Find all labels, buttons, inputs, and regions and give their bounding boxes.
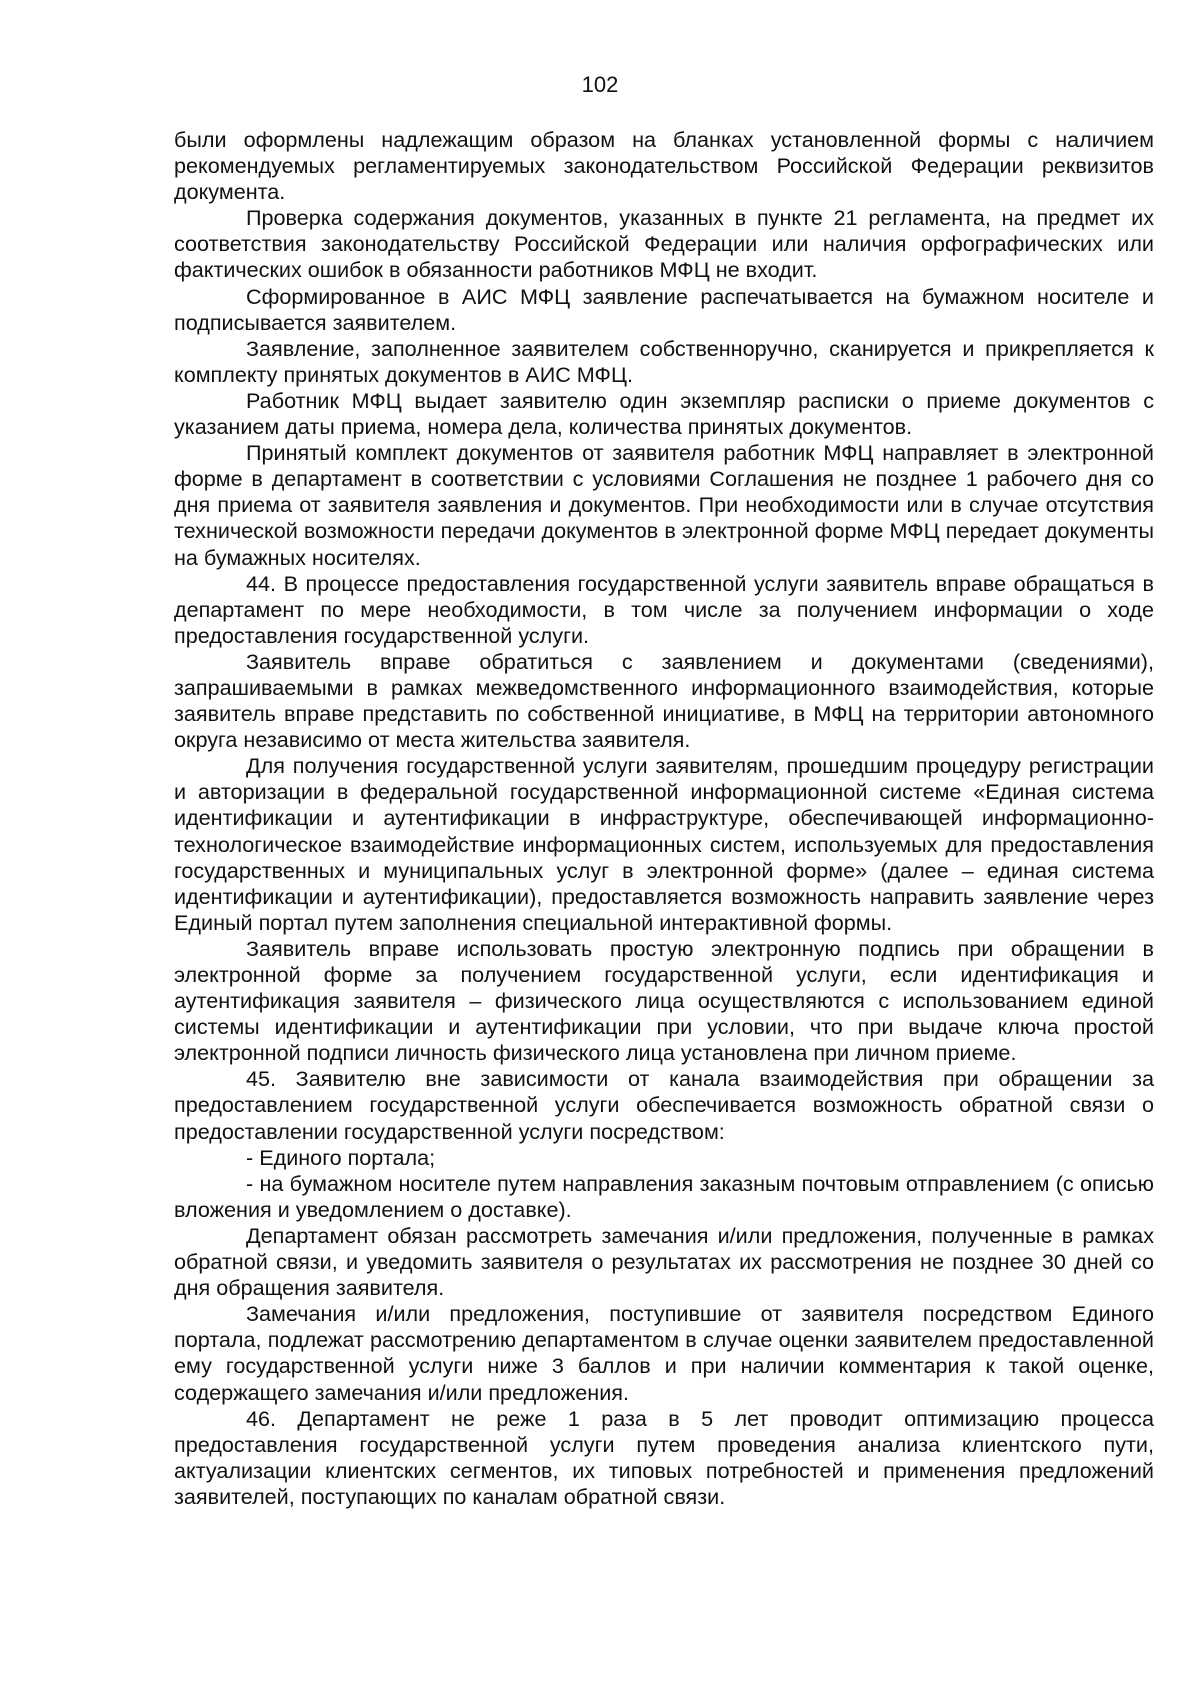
paragraph: Для получения государственной услуги заявителям, прошедшим процедуру регистрации и авторизации в федеральной государственной информационной системе «Единая система идентификации и аутентификации в инфраструктуре, обеспечивающей информационно-технологическое взаимодействие информационных систем, используемых для предоставления государственных и муниципальных услуг в электронной форме» (далее – единая система идентификации и аутентификации), предоставляется возможность направить заявление через Единый портал путем заполнения специальной интерактивной формы. [174, 753, 1154, 935]
paragraph: Замечания и/или предложения, поступившие от заявителя посредством Единого портала, подлежат рассмотрению департаментом в случае оценки заявителем предоставленной ему государственной услуги ниже 3 баллов и при наличии комментария к такой оценке, содержащего замечания и/или предложения. [174, 1301, 1154, 1405]
paragraph: - на бумажном носителе путем направления заказным почтовым отправлением (с описью вложения и уведомлением о доставке). [174, 1170, 1154, 1222]
paragraph: Заявитель вправе использовать простую электронную подпись при обращении в электронной форме за получением государственной услуги, если идентификация и аутентификация заявителя – физического лица осуществляются с использованием единой системы идентификации и аутентификации при условии, что при выдаче ключа простой электронной подписи личность физического лица установлена при личном приеме. [174, 935, 1154, 1066]
paragraph: Принятый комплект документов от заявителя работник МФЦ направляет в электронной форме в департамент в соответствии с условиями Соглашения не позднее 1 рабочего дня со дня приема от заявителя заявления и документов. При необходимости или в случае отсутствия технической возможности передачи документов в электронной форме МФЦ передает документы на бумажных носителях. [174, 440, 1154, 570]
paragraph: Работник МФЦ выдает заявителю один экземпляр расписки о приеме документов с указанием даты приема, номера дела, количества принятых документов. [174, 387, 1154, 440]
paragraph: Сформированное в АИС МФЦ заявление распечатывается на бумажном носителе и подписывается заявителем. [174, 283, 1154, 335]
paragraph: Заявление, заполненное заявителем собственноручно, сканируется и прикрепляется к комплекту принятых документов в АИС МФЦ. [174, 335, 1154, 387]
paragraph: - Единого портала; [246, 1144, 436, 1170]
paragraph: 46. Департамент не реже 1 раза в 5 лет проводит оптимизацию процесса предоставления государственной услуги путем проведения анализа клиентского пути, актуализации клиентских сегментов, их типовых потребностей и применения предложений заявителей, поступающих по каналам обратной связи. [174, 1405, 1154, 1509]
paragraph: Проверка содержания документов, указанных в пункте 21 регламента, на предмет их соответствия законодательству Российской Федерации или наличия орфографических или фактических ошибок в обязанности работников МФЦ не входит. [174, 205, 1154, 283]
paragraph: Заявитель вправе обратиться с заявлением и документами (сведениями), запрашиваемыми в рамках межведомственного информационного взаимодействия, которые заявитель вправе представить по собственной инициативе, в МФЦ на территории автономного округа независимо от места жительства заявителя. [174, 648, 1154, 753]
page-number: 102 [581, 72, 619, 97]
paragraph: 44. В процессе предоставления государственной услуги заявитель вправе обращаться в департамент по мере необходимости, в том числе за получением информации о ходе предоставления государственной услуги. [174, 570, 1154, 648]
paragraph: Департамент обязан рассмотреть замечания и/или предложения, полученные в рамках обратной связи, и уведомить заявителя о результатах их рассмотрения не позднее 30 дней со дня обращения заявителя. [174, 1222, 1154, 1301]
paragraph: были оформлены надлежащим образом на бланках установленной формы с наличием рекомендуемых регламентируемых законодательством Российской Федерации реквизитов документа. [174, 127, 1154, 205]
paragraph: 45. Заявителю вне зависимости от канала взаимодействия при обращении за предоставлением государственной услуги обеспечивается возможность обратной связи о предоставлении государственной услуги посредством: [174, 1066, 1154, 1144]
document-body [174, 127, 1154, 1510]
